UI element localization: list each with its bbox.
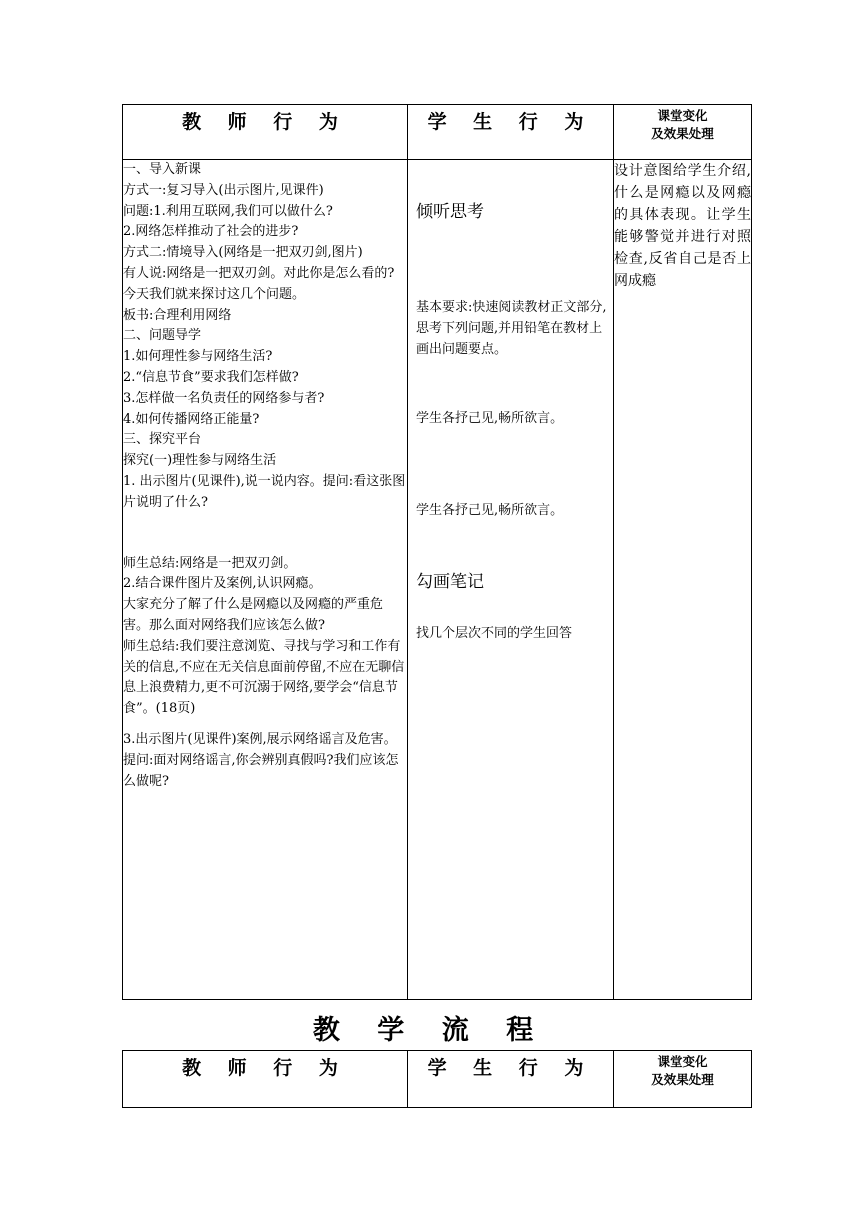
header-student: 学 生 行 为 — [408, 105, 614, 160]
header-teacher: 教 师 行 为 — [123, 105, 408, 160]
effect-text: 设计意图给学生介绍,什么是网瘾以及网瘾的具体表现。让学生能够警觉并进行对照检查,反省自己是否上网成瘾 — [614, 163, 751, 289]
header-teacher: 教 师 行 为 — [123, 1051, 408, 1108]
teacher-line: 提问:面对网络谣言,你会辨别真假吗?我们应该怎么做呢? — [123, 752, 399, 789]
header-effect: 课堂变化 及效果处理 — [614, 105, 752, 160]
student-item: 学生各抒己见,畅所欲言。 — [416, 503, 564, 518]
teacher-line: 探究(一)理性参与网络生活 — [123, 453, 277, 469]
teacher-line: 2.“信息节食”要求我们怎样做? — [123, 369, 299, 385]
header-effect: 课堂变化 及效果处理 — [614, 1051, 752, 1108]
student-item: 勾画笔记 — [416, 572, 484, 592]
teacher-line: 方式二:情境导入(网络是一把双刃剑,图片) — [123, 245, 363, 261]
teacher-line: 板书:合理利用网络 — [123, 307, 232, 323]
student-item: 学生各抒己见,畅所欲言。 — [416, 411, 564, 426]
teacher-line: 二、问题导学 — [123, 328, 202, 344]
lesson-table-next — [122, 1050, 752, 1108]
teacher-behavior-cell — [123, 160, 408, 1000]
effect-cell — [614, 160, 752, 1000]
header-student: 学 生 行 为 — [408, 1051, 614, 1108]
student-item: 找几个层次不同的学生回答 — [416, 626, 573, 641]
teacher-line: 4.如何传播网络正能量? — [123, 411, 260, 427]
teacher-line: 师生总结:网络是一把双刃剑。 — [123, 555, 297, 571]
teacher-line: 1. 出示图片(见课件),说一说内容。提问:看这张图片说明了什么? — [123, 473, 406, 510]
teacher-line: 3.怎样做一名负责任的网络参与者? — [123, 390, 325, 406]
teacher-line: 今天我们就来探讨这几个问题。 — [123, 286, 306, 302]
teacher-line: 2.结合课件图片及案例,认识网瘾。 — [123, 576, 322, 592]
teacher-line: 大家充分了解了什么是网瘾以及网瘾的严重危害。那么面对网络我们应该怎么做? — [123, 597, 384, 633]
teacher-line: 1.如何理性参与网络生活? — [123, 349, 273, 365]
teacher-line: 一、导入新课 — [123, 162, 202, 177]
lesson-table — [122, 104, 752, 1000]
teacher-line: 方式一:复习导入(出示图片,见课件) — [123, 182, 324, 198]
teacher-line: 有人说:网络是一把双刃剑。对此你是怎么看的? — [123, 265, 395, 281]
page-title: 教 学 流 程 — [312, 1015, 548, 1046]
teacher-line: 三、探究平台 — [123, 432, 202, 448]
teacher-line: 师生总结:我们要注意浏览、寻找与学习和工作有关的信息,不应在无关信息面前停留,不应在无聊信息上浪费精力,更不可沉溺于网络,要学会“信息节食”。(18页) — [123, 638, 405, 717]
teacher-line: 2.网络怎样推动了社会的进步? — [123, 224, 299, 240]
teacher-line: 3.出示图片(见课件)案例,展示网络谣言及危害。 — [123, 731, 397, 747]
student-behavior-cell — [408, 160, 614, 1000]
teacher-line: 问题:1.利用互联网,我们可以做什么? — [123, 203, 333, 219]
student-item: 倾听思考 — [416, 202, 484, 222]
student-item: 基本要求:快速阅读教材正文部分,思考下列问题,并用铅笔在教材上画出问题要点。 — [416, 300, 607, 357]
